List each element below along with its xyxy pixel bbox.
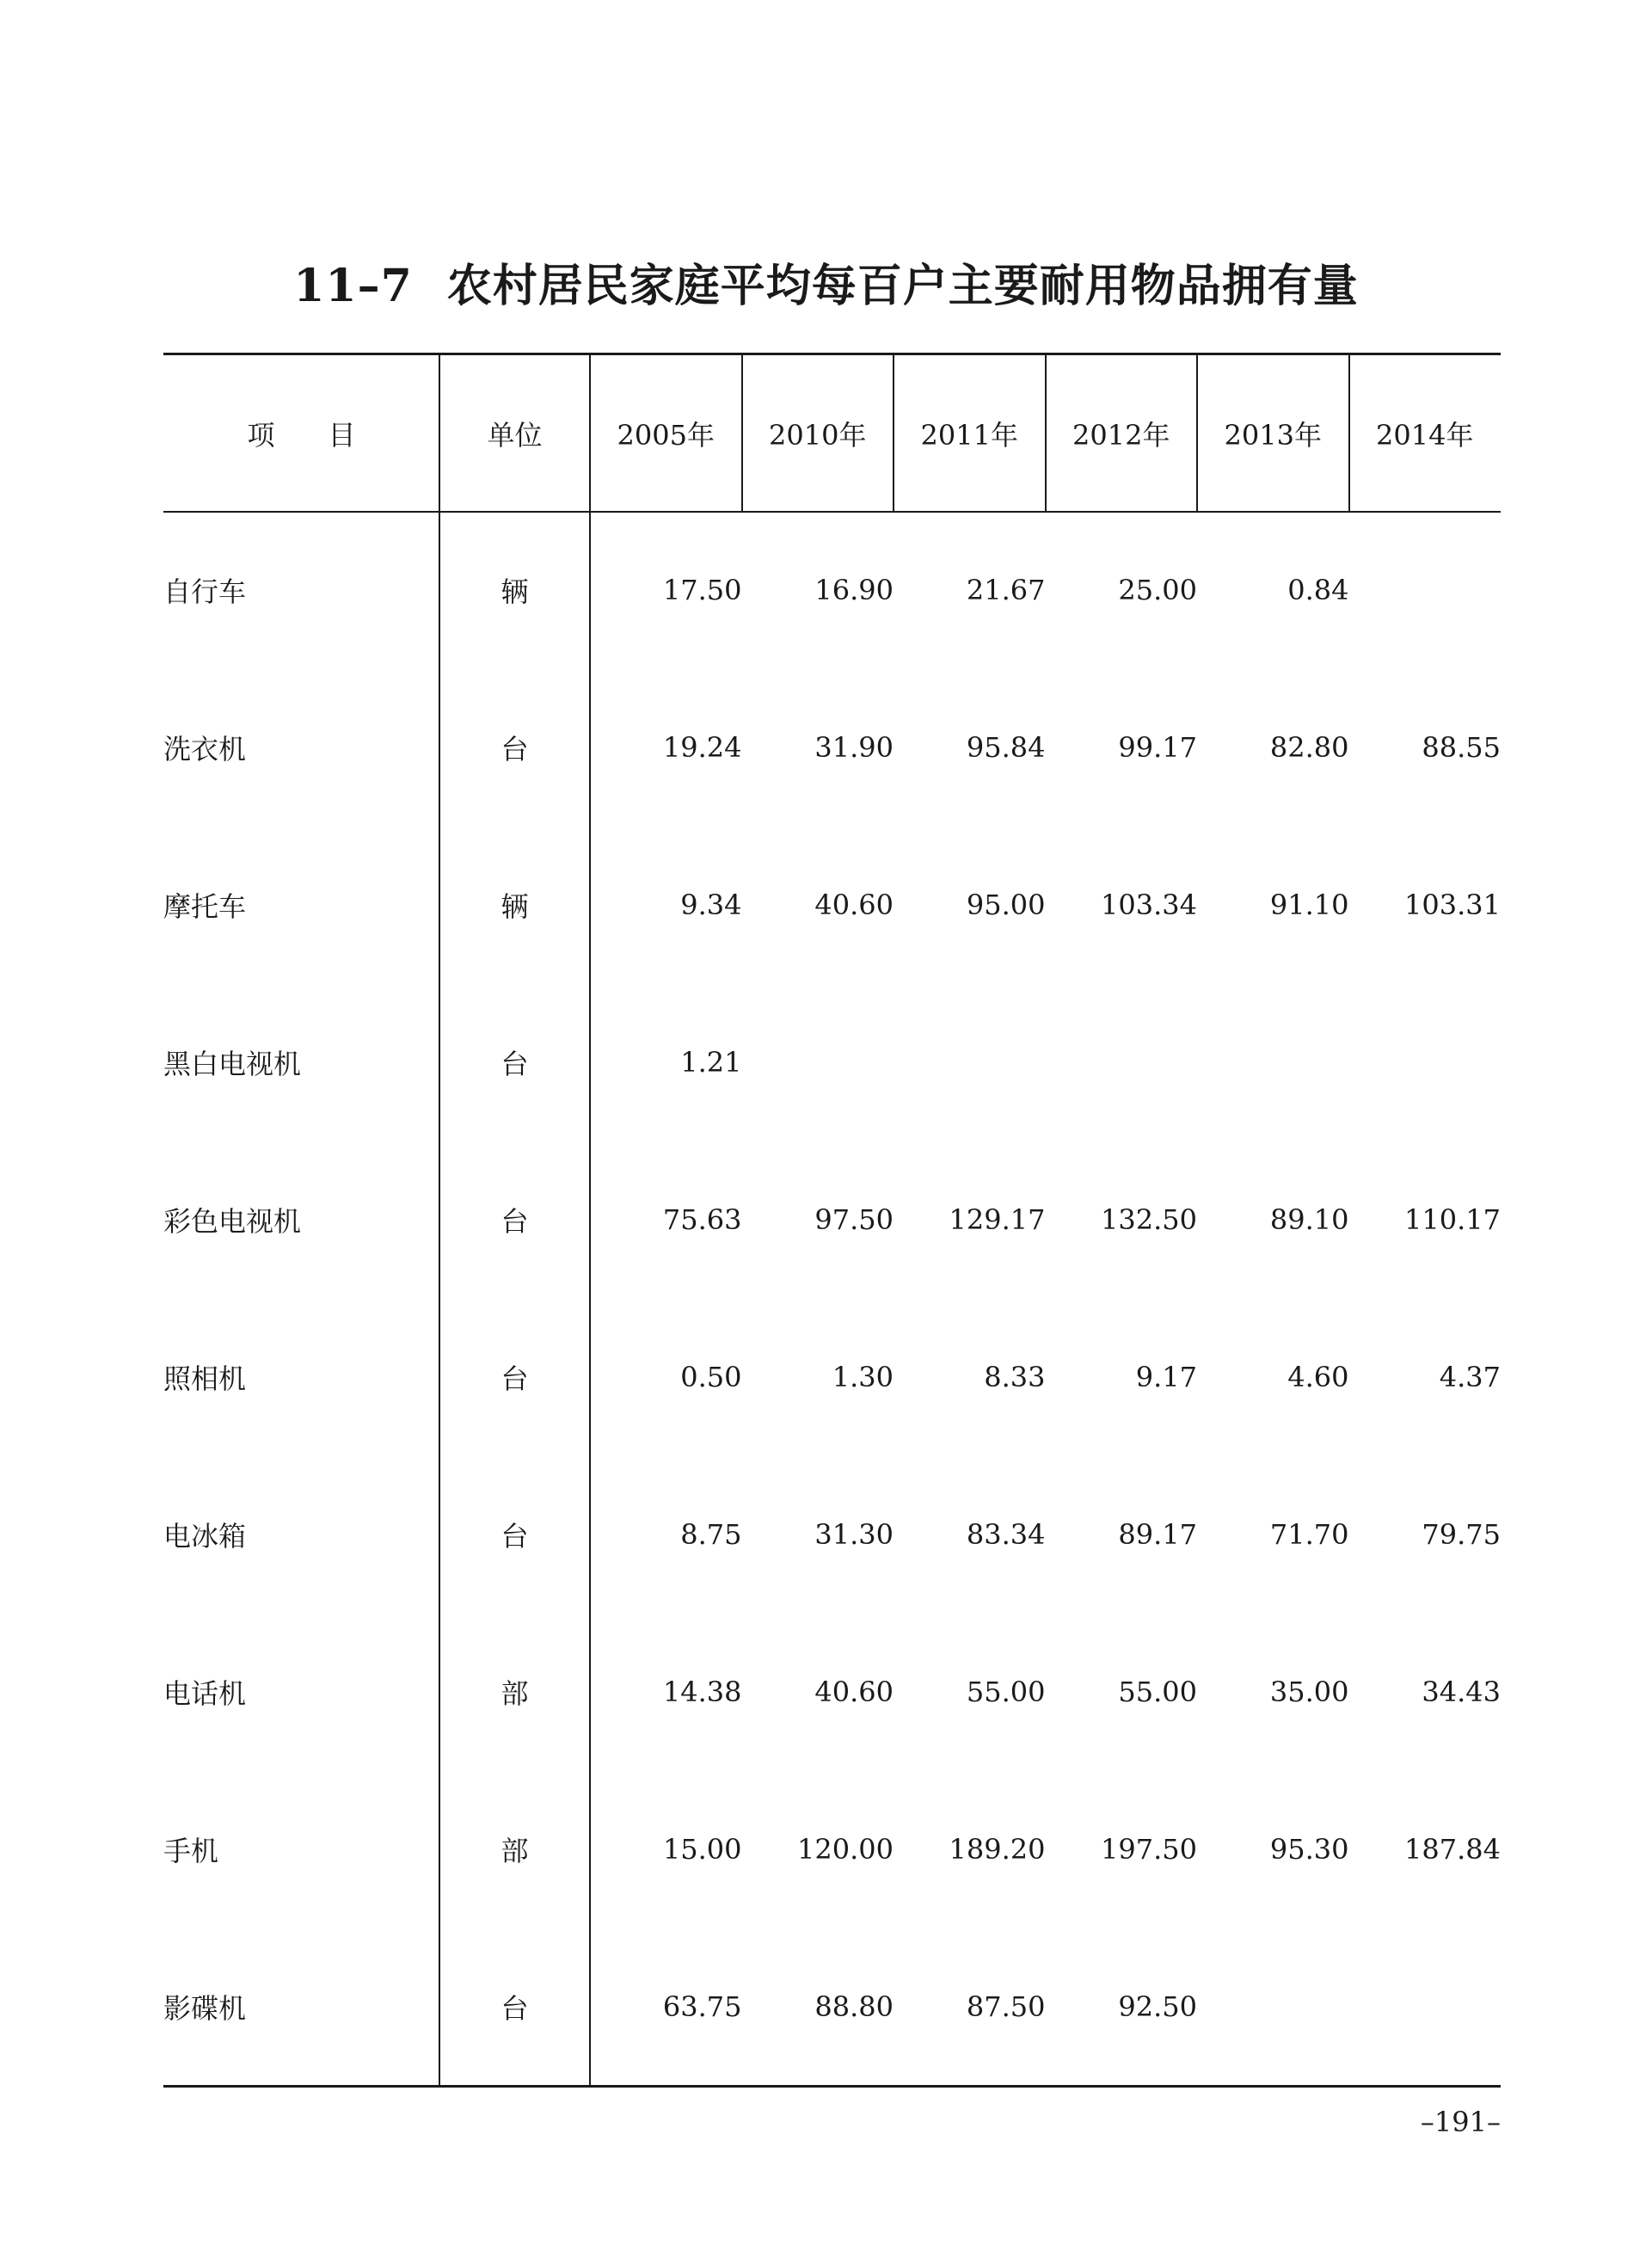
row-unit: 台: [501, 1047, 529, 1080]
row-value: 40.60: [814, 888, 894, 921]
row-value: 89.10: [1269, 1202, 1349, 1236]
row-value: 17.50: [662, 573, 742, 606]
row-unit: 台: [501, 1204, 529, 1238]
table-row: [163, 1613, 1501, 1770]
row-value: 132.50: [1101, 1202, 1197, 1236]
row-value: 40.60: [814, 1675, 894, 1708]
row-value: 1.30: [832, 1360, 894, 1393]
row-value: 110.17: [1404, 1202, 1501, 1236]
row-item: 电话机: [163, 1676, 247, 1710]
row-value: 129.17: [949, 1202, 1046, 1236]
row-value: 8.75: [680, 1517, 742, 1551]
row-value: 197.50: [1101, 1832, 1197, 1866]
table-row: [163, 826, 1501, 983]
table-row: [163, 668, 1501, 826]
row-value: [1197, 1928, 1349, 2085]
table-title-text: 农村居民家庭平均每百户主要耐用物品拥有量: [446, 260, 1359, 312]
table-row: [163, 1298, 1501, 1455]
table-row: [163, 1770, 1501, 1928]
row-unit: 台: [501, 1991, 529, 2025]
row-value: 120.00: [797, 1832, 894, 1866]
header-year: 2010年: [769, 418, 867, 452]
row-unit: 台: [501, 1519, 529, 1553]
row-value: 4.37: [1439, 1360, 1501, 1393]
row-value: 31.90: [814, 730, 894, 764]
row-value: 187.84: [1404, 1832, 1501, 1866]
row-value: [1046, 983, 1198, 1141]
row-item: 电冰箱: [163, 1519, 247, 1553]
row-value: 4.60: [1287, 1360, 1349, 1393]
header-year: 2011年: [920, 418, 1018, 452]
header-item: 项 目: [247, 418, 356, 452]
row-unit: 部: [501, 1676, 529, 1710]
row-value: 103.34: [1101, 888, 1197, 921]
row-value: 88.80: [814, 1989, 894, 2023]
row-value: 99.17: [1118, 730, 1197, 764]
row-value: 91.10: [1269, 888, 1349, 921]
row-unit: 辆: [501, 889, 529, 923]
table-row: [163, 983, 1501, 1141]
row-value: 87.50: [966, 1989, 1046, 2023]
header-unit: 单位: [487, 418, 543, 452]
row-value: 14.38: [662, 1675, 742, 1708]
table-number: 11–7: [293, 260, 413, 312]
row-value: [1349, 511, 1502, 668]
table-row: [163, 1455, 1501, 1613]
row-value: 35.00: [1269, 1675, 1349, 1708]
table-bottom-rule: [163, 2085, 1501, 2088]
row-item: 黑白电视机: [163, 1047, 302, 1080]
durable-goods-table: [163, 355, 1501, 2085]
header-year: 2005年: [617, 418, 715, 452]
row-item: 照相机: [163, 1362, 247, 1395]
row-unit: 台: [501, 732, 529, 766]
row-value: 83.34: [966, 1517, 1046, 1551]
page-title: [0, 249, 1652, 314]
row-value: 9.34: [680, 888, 742, 921]
row-unit: 辆: [501, 575, 529, 608]
row-value: 89.17: [1118, 1517, 1197, 1551]
row-value: 103.31: [1404, 888, 1501, 921]
row-value: 21.67: [966, 573, 1046, 606]
row-unit: 部: [501, 1834, 529, 1867]
row-value: 95.30: [1269, 1832, 1349, 1866]
header-year: 2013年: [1224, 418, 1322, 452]
row-value: 16.90: [814, 573, 894, 606]
row-value: [1197, 983, 1349, 1141]
row-unit: 台: [501, 1362, 529, 1395]
row-item: 洗衣机: [163, 732, 247, 766]
row-value: 88.55: [1422, 730, 1501, 764]
header-row: [163, 355, 1501, 511]
row-value: 55.00: [966, 1675, 1046, 1708]
row-value: 79.75: [1422, 1517, 1501, 1551]
row-item: 自行车: [163, 575, 247, 608]
row-value: 15.00: [662, 1832, 742, 1866]
row-value: [1349, 1928, 1502, 2085]
row-value: 63.75: [662, 1989, 742, 2023]
row-value: 55.00: [1118, 1675, 1197, 1708]
row-value: 82.80: [1269, 730, 1349, 764]
table-row: [163, 511, 1501, 668]
row-value: 1.21: [680, 1045, 742, 1079]
row-value: 189.20: [949, 1832, 1046, 1866]
row-value: 0.50: [680, 1360, 742, 1393]
row-value: 9.17: [1135, 1360, 1197, 1393]
page-number: –191–: [1420, 2106, 1501, 2138]
row-value: [1349, 983, 1502, 1141]
row-value: 8.33: [984, 1360, 1046, 1393]
row-value: 0.84: [1287, 573, 1349, 606]
row-value: 34.43: [1422, 1675, 1501, 1708]
row-item: 手机: [163, 1834, 219, 1867]
row-value: [742, 983, 894, 1141]
row-value: 97.50: [814, 1202, 894, 1236]
row-item: 摩托车: [163, 889, 247, 923]
row-value: 92.50: [1118, 1989, 1197, 2023]
row-item: 彩色电视机: [163, 1204, 302, 1238]
row-value: 95.00: [966, 888, 1046, 921]
table-row: [163, 1928, 1501, 2085]
row-item: 影碟机: [163, 1991, 247, 2025]
row-value: 19.24: [662, 730, 742, 764]
row-value: 95.84: [966, 730, 1046, 764]
table-row: [163, 1141, 1501, 1298]
row-value: 71.70: [1269, 1517, 1349, 1551]
header-year: 2014年: [1376, 418, 1474, 452]
row-value: 25.00: [1118, 573, 1197, 606]
header-year: 2012年: [1072, 418, 1170, 452]
row-value: [894, 983, 1046, 1141]
row-value: 75.63: [662, 1202, 742, 1236]
row-value: 31.30: [814, 1517, 894, 1551]
